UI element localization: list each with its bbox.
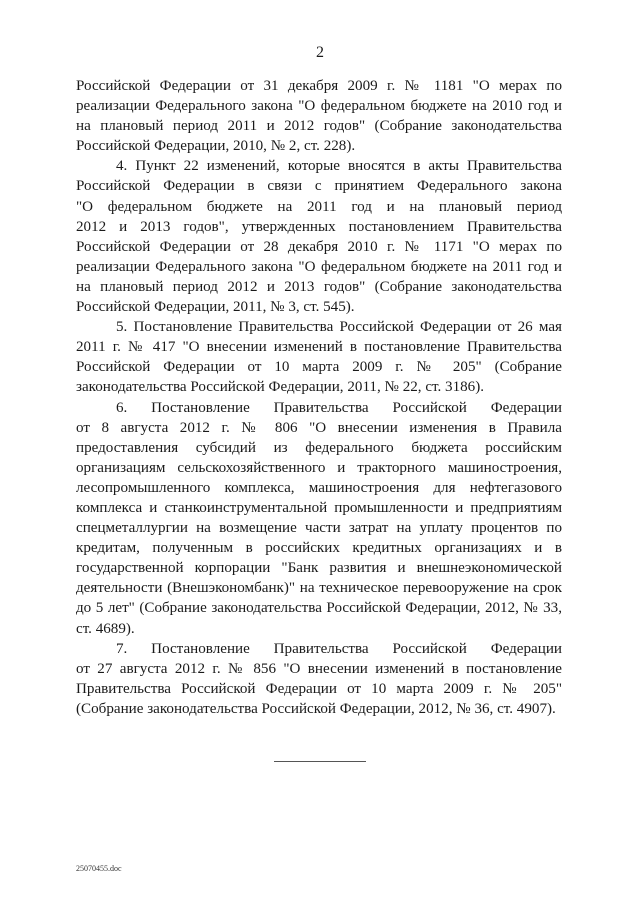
text-line: (Собрание законодательства Российской Федерации, 2012, № 36, ст. 4907).: [76, 700, 556, 717]
text-line: 7. Постановление Правительства Российской Федерации: [116, 640, 562, 657]
paragraph: [76, 76, 562, 156]
text-line: от 8 августа 2012 г. № 806 "О внесении изменения в Правила: [76, 419, 562, 436]
text-line: "О федеральном бюджете на 2011 год и на плановый период: [76, 198, 562, 215]
text-line: реализации Федерального закона "О федеральном бюджете на 2011 год и: [76, 258, 562, 275]
paragraph: [76, 156, 562, 317]
text-line: 2011 г. № 417 "О внесении изменений в постановление Правительства: [76, 339, 562, 356]
text-line: до 5 лет" (Собрание законодательства Российской Федерации, 2012, № 33,: [76, 600, 562, 617]
text-line: Российской Федерации в связи с принятием Федерального закона: [76, 178, 562, 195]
paragraph: [76, 398, 562, 639]
text-line: спецметаллургии на возмещение части затрат на уплату процентов по: [76, 520, 562, 537]
text-line: 6. Постановление Правительства Российской Федерации: [116, 399, 562, 416]
separator-line: [274, 761, 366, 762]
text-line: предоставления субсидий из федерального бюджета российским: [76, 439, 562, 456]
document-body: [76, 76, 562, 719]
text-line: 4. Пункт 22 изменений, которые вносятся в акты Правительства: [116, 158, 562, 175]
text-line: 2012 и 2013 годов", утвержденных постановлением Правительства: [76, 218, 562, 235]
text-line: деятельности (Внешэкономбанк)" на техническое перевооружение на срок: [76, 580, 562, 597]
text-line: государственной корпорации "Банк развития и внешнеэкономической: [76, 560, 562, 577]
paragraph: [76, 639, 562, 719]
text-line: Российской Федерации от 10 марта 2009 г. № 205" (Собрание: [76, 359, 562, 376]
text-line: лесопромышленного комплекса, машиностроения для нефтегазового: [76, 479, 562, 496]
text-line: Российской Федерации от 28 декабря 2010 г. № 1171 "О мерах по: [76, 238, 562, 255]
text-line: Российской Федерации от 31 декабря 2009 г. № 1181 "О мерах по: [76, 78, 562, 94]
text-line: кредитам, полученным в российских кредитных организациях и в: [76, 540, 562, 557]
text-line: от 27 августа 2012 г. № 856 "О внесении изменений в постановление: [76, 660, 562, 677]
footer-filename: 25070455.doc: [76, 864, 122, 873]
text-line: Российской Федерации, 2011, № 3, ст. 545).: [76, 299, 355, 316]
text-line: Российской Федерации, 2010, № 2, ст. 228).: [76, 138, 356, 155]
text-line: Правительства Российской Федерации от 10 марта 2009 г. № 205": [76, 680, 562, 697]
text-line: 5. Постановление Правительства Российской Федерации от 26 мая: [116, 319, 562, 336]
text-line: организациям сельскохозяйственного и тракторного машиностроения,: [76, 459, 562, 476]
text-line: реализации Федерального закона "О федеральном бюджете на 2010 год и: [76, 98, 562, 115]
text-line: комплекса и станкоинструментальной промышленности и предприятиям: [76, 499, 562, 516]
paragraph: [76, 317, 562, 397]
page-number: 2: [316, 44, 324, 61]
text-line: на плановый период 2011 и 2012 годов" (Собрание законодательства: [76, 118, 562, 135]
text-line: на плановый период 2012 и 2013 годов" (Собрание законодательства: [76, 278, 562, 295]
text-line: законодательства Российской Федерации, 2011, № 22, ст. 3186).: [76, 379, 485, 396]
text-line: ст. 4689).: [76, 620, 135, 637]
